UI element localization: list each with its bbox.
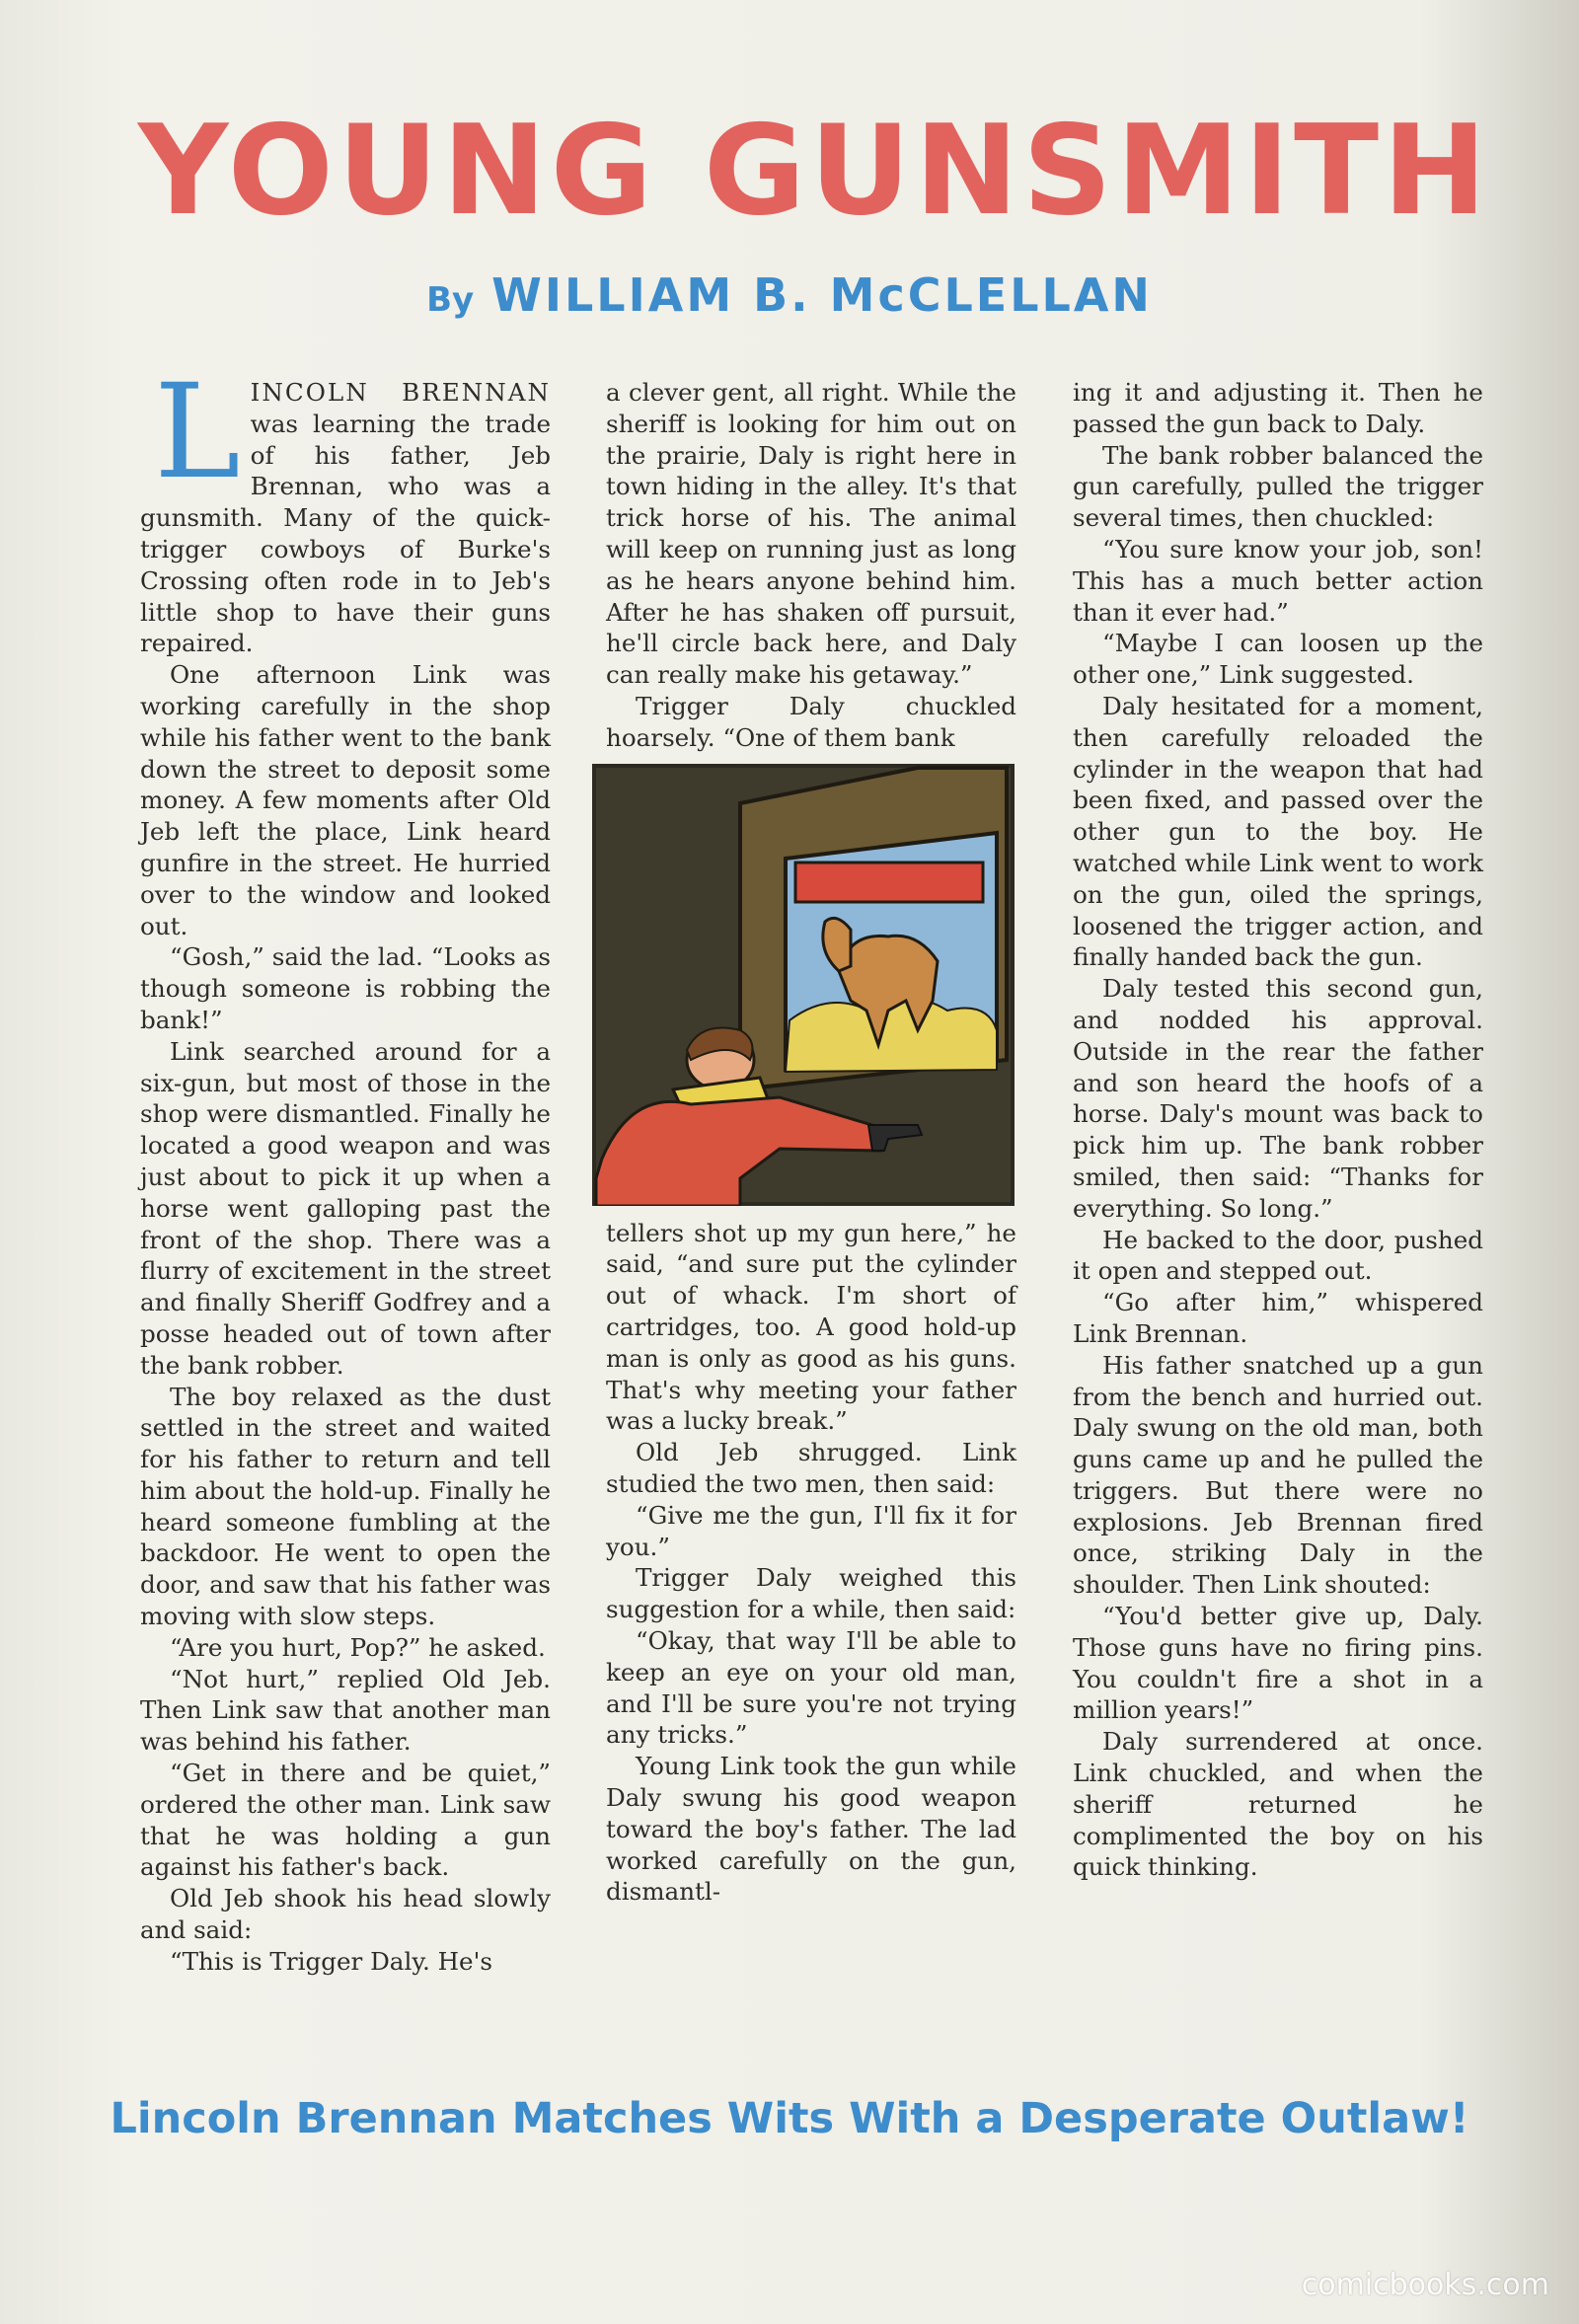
paragraph: tellers shot up my gun here,” he said, “and sure put the cylinder out of whack. I'm short of cartridges, too. A good hold-up man is only as good as his guns. That's why meeting your father was a lucky break.”	[606, 1218, 1016, 1436]
paragraph: “Get in there and be quiet,” ordered the other man. Link saw that he was holding a gun against his father's back.	[140, 1759, 551, 1882]
paragraph: The boy relaxed as the dust settled in the street and waited for his father to return and tell him about the hold-up. Finally he heard someone fumbling at the backdoor. He went to open the door, and saw that his father was moving with slow steps.	[140, 1382, 551, 1631]
paragraph: Young Link took the gun while Daly swung his good weapon toward the boy's father. The lad worked carefully on the gun, dismantl-	[606, 1752, 1016, 1907]
paragraph: “Give me the gun, I'll fix it for you.”	[606, 1500, 1016, 1561]
text-column-3	[1073, 377, 1483, 1883]
paragraph: Trigger Daly weighed this suggestion for a while, then said:	[606, 1563, 1016, 1624]
paragraph: ing it and adjusting it. Then he passed the gun back to Daly.	[1073, 378, 1483, 438]
paragraph: “Okay, that way I'll be able to keep an eye on your old man, and I'll be sure you're not trying any tricks.”	[606, 1625, 1016, 1750]
byline	[0, 268, 1579, 322]
paragraph: He backed to the door, pushed it open and stepped out.	[1073, 1225, 1483, 1286]
text-column-2	[606, 377, 1016, 1908]
paragraph: “Not hurt,” replied Old Jeb. Then Link saw that another man was behind his father.	[140, 1664, 551, 1757]
paragraph: Old Jeb shrugged. Link studied the two men, then said:	[606, 1438, 1016, 1498]
paragraph: Trigger Daly chuckled hoarsely. “One of them bank	[606, 691, 1016, 752]
illustration-boy-and-horse	[592, 764, 1015, 1206]
paragraph: “This is Trigger Daly. He's	[170, 1946, 492, 1976]
paragraph	[140, 356, 551, 659]
watermark: comicbooks.com	[1301, 2268, 1549, 2302]
story-title: YOUNG GUNSMITH	[138, 98, 1491, 243]
paragraph: “Gosh,” said the lad. “Looks as though someone is robbing the bank!”	[140, 942, 551, 1034]
paragraph: “You'd better give up, Daly. Those guns have no firing pins. You couldn't fire a shot in a million years!”	[1073, 1602, 1483, 1725]
paragraph: One afternoon Link was working carefully in the shop while his father went to the bank down the street to deposit some money. A few moments after Old Jeb left the place, Link heard gunfire in the street. He hurried over to the window and looked out.	[140, 660, 551, 940]
paragraph: “Are you hurt, Pop?” he asked.	[170, 1632, 546, 1662]
text-column-1	[140, 356, 551, 1978]
paragraph-text: was learning the trade of his father, Jeb Brennan, who was a gunsmith. Many of the quick-trigger cowboys of Burke's Crossing often rode in to Jeb's little shop to have their guns repaired.	[140, 409, 551, 658]
paragraph: Daly tested this second gun, and nodded his approval. Outside in the rear the father and son heard the hoofs of a horse. Daly's mount was back to pick him up. The bank robber smiled, then said: “Thanks for everything. So long.”	[1073, 974, 1483, 1223]
paragraph: a clever gent, all right. While the sheriff is looking for him out on the prairie, Daly is right here in town hiding in the alley. It's that trick horse of his. The animal will keep on running just as long as he hears anyone behind him. After he has shaken off pursuit, he'll circle back here, and Daly can really make his getaway.”	[606, 378, 1016, 690]
byline-by: By	[426, 280, 475, 320]
paragraph: Daly hesitated for a moment, then carefully reloaded the cylinder in the weapon that had been fixed, and passed over the other gun to the boy. He watched while Link went to work on the gun, oiled the springs, loosened the trigger action, and finally handed back the gun.	[1073, 691, 1483, 972]
paragraph: “Go after him,” whispered Link Brennan.	[1073, 1288, 1483, 1348]
paragraph: Link searched around for a six-gun, but most of those in the shop were dismantled. Finally he located a good weapon and was just about to pick it up when a horse went galloping past the front of the shop. There was a flurry of excitement in the street and finally Sheriff Godfrey and a posse headed out of town after the bank robber.	[140, 1036, 551, 1380]
story-tagline: Lincoln Brennan Matches Wits With a Desperate Outlaw!	[110, 2094, 1469, 2143]
paragraph: Daly surrendered at once. Link chuckled, and when the sheriff returned he complimented the boy on his quick thinking.	[1073, 1727, 1483, 1882]
paragraph: “Maybe I can loosen up the other one,” Link suggested.	[1073, 629, 1483, 690]
byline-author: WILLIAM B. McCLELLAN	[491, 268, 1153, 322]
lead-word: INCOLN BRENNAN	[250, 378, 551, 407]
drop-cap: L	[154, 356, 241, 508]
paragraph: “You sure know your job, son! This has a much better action than it ever had.”	[1073, 534, 1483, 627]
paragraph: The bank robber balanced the gun carefully, pulled the trigger several times, then chuckled:	[1073, 440, 1483, 533]
paragraph: Old Jeb shook his head slowly and said:	[140, 1884, 551, 1945]
paragraph: His father snatched up a gun from the bench and hurried out. Daly swung on the old man, both guns came up and he pulled the triggers. But there were no explosions. Jeb Brennan fired once, striking Daly in the shoulder. Then Link shouted:	[1073, 1350, 1483, 1600]
